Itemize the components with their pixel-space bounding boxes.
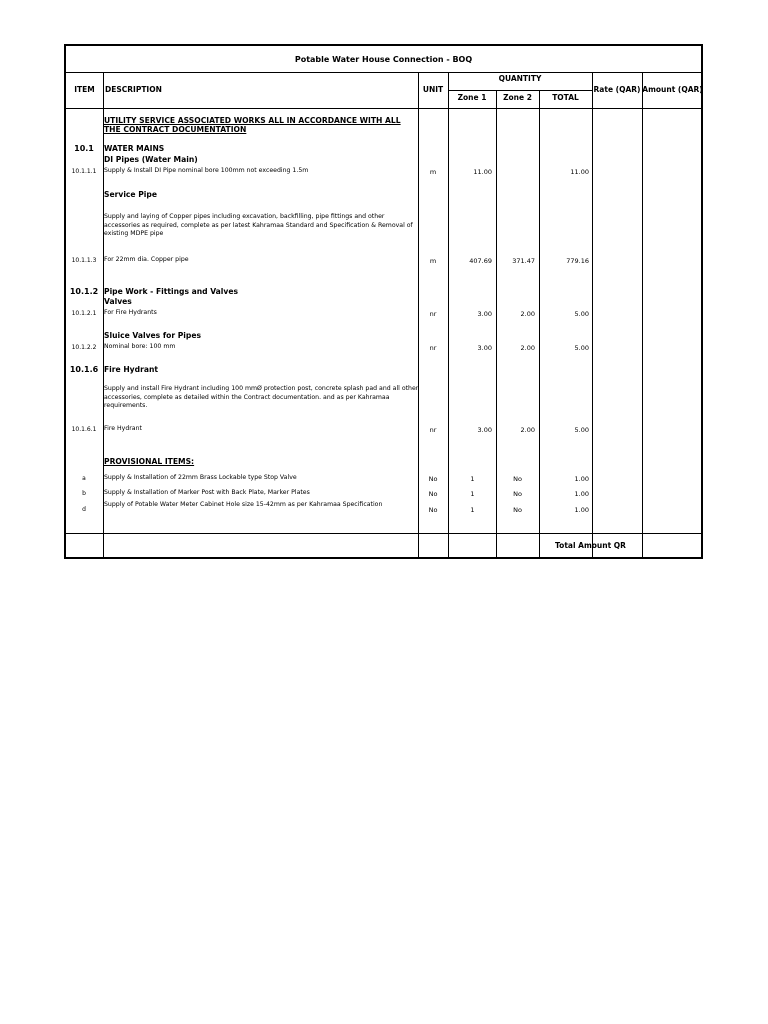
- header-amount: Amount (QAR): [642, 85, 703, 94]
- line-item-description: Supply of Potable Water Meter Cabinet Hole size 15-42mm as per Kahramaa Specification: [104, 501, 383, 508]
- line-item-total: 11.00: [570, 168, 589, 176]
- line-item-total: 1.00: [574, 475, 589, 483]
- col-divider: [642, 72, 643, 559]
- section-number: 10.1.6: [69, 365, 99, 374]
- header-unit: UNIT: [422, 85, 444, 94]
- line-item-zone2: No: [513, 475, 522, 483]
- subsection-title: Sluice Valves for Pipes: [104, 331, 202, 340]
- line-item-number: 10.1.2.1: [71, 310, 97, 317]
- col-divider: [539, 90, 540, 559]
- section-subtitle: Valves: [104, 297, 132, 306]
- line-item-description: For 22mm dia. Copper pipe: [104, 256, 189, 263]
- total-amount-label: Total Amount QR: [555, 541, 626, 550]
- row-divider: [448, 90, 592, 91]
- line-item-zone1: 1: [470, 506, 475, 514]
- line-item-number: 10.1.1.1: [71, 168, 97, 175]
- line-item-zone1: 1: [470, 475, 475, 483]
- line-item-number: d: [82, 506, 86, 513]
- header-quantity: QUANTITY: [498, 74, 542, 83]
- line-item-total: 779.16: [566, 257, 589, 265]
- line-item-number: b: [82, 490, 86, 497]
- line-item-total: 1.00: [574, 490, 589, 498]
- row-divider: [66, 533, 703, 534]
- line-item-description: For Fire Hydrants: [104, 309, 157, 316]
- line-item-unit: No: [428, 475, 438, 483]
- section-title: WATER MAINS: [104, 144, 165, 153]
- line-item-unit: m: [429, 168, 437, 176]
- header-item: ITEM: [74, 85, 95, 94]
- section-subtitle: DI Pipes (Water Main): [104, 155, 198, 164]
- line-item-unit: No: [428, 506, 438, 514]
- line-item-zone1: 3.00: [477, 310, 492, 318]
- line-item-description: Supply & Installation of Marker Post with Back Plate, Marker Plates: [104, 489, 310, 496]
- line-item-number: 10.1.2.2: [71, 344, 97, 351]
- section-title: Fire Hydrant: [104, 365, 158, 374]
- header-description: DESCRIPTION: [105, 85, 162, 94]
- line-item-unit: No: [428, 490, 438, 498]
- line-item-description: Supply & Install DI Pipe nominal bore 100mm not exceeding 1.5m: [104, 167, 309, 174]
- line-item-number: 10.1.1.3: [71, 257, 97, 264]
- line-item-zone2: No: [513, 490, 522, 498]
- section-number: 10.1: [74, 144, 94, 153]
- line-item-description: Fire Hydrant: [104, 425, 142, 432]
- header-rate: Rate (QAR): [593, 85, 641, 94]
- line-item-zone2: 2.00: [520, 310, 535, 318]
- line-item-zone1: 3.00: [477, 344, 492, 352]
- section-number: 10.1.2: [69, 287, 99, 296]
- subsection-description: Supply and laying of Copper pipes including excavation, backfilling, pipe fittings and other accessories as required, complete as per latest Kahramaa Standard and Specification & Removal of existing MDPE pipe: [104, 213, 413, 237]
- line-item-unit: nr: [429, 426, 437, 434]
- line-item-total: 5.00: [574, 426, 589, 434]
- line-item-total: 5.00: [574, 344, 589, 352]
- col-divider: [496, 90, 497, 559]
- table-title: Potable Water House Connection - BOQ: [66, 46, 701, 73]
- row-divider: [66, 108, 703, 109]
- boq-table: [64, 44, 703, 559]
- line-item-zone1: 407.69: [469, 257, 492, 265]
- section-title: Pipe Work - Fittings and Valves: [104, 287, 239, 296]
- line-item-total: 5.00: [574, 310, 589, 318]
- line-item-zone2: 2.00: [520, 426, 535, 434]
- line-item-zone1: 11.00: [473, 168, 492, 176]
- line-item-number: 10.1.6.1: [71, 426, 97, 433]
- line-item-unit: nr: [429, 310, 437, 318]
- provisional-heading: PROVISIONAL ITEMS:: [104, 457, 195, 466]
- line-item-zone2: No: [513, 506, 522, 514]
- line-item-unit: m: [429, 257, 437, 265]
- line-item-zone1: 3.00: [477, 426, 492, 434]
- header-total: TOTAL: [552, 93, 579, 102]
- line-item-description: Supply & Installation of 22mm Brass Lockable type Stop Valve: [104, 474, 297, 481]
- header-zone2: Zone 2: [503, 93, 532, 102]
- line-item-number: a: [82, 475, 86, 482]
- line-item-description: Nominal bore: 100 mm: [104, 343, 176, 350]
- line-item-unit: nr: [429, 344, 437, 352]
- line-item-zone1: 1: [470, 490, 475, 498]
- line-item-zone2: 2.00: [520, 344, 535, 352]
- subsection-description: Supply and install Fire Hydrant including 100 mmØ protection post, concrete splash pad and all other accessories, complete as detailed within the Contract documentation. and as per Kahramaa requirements.: [104, 385, 419, 409]
- subsection-title: Service Pipe: [104, 190, 157, 199]
- line-item-total: 1.00: [574, 506, 589, 514]
- intro-heading: UTILITY SERVICE ASSOCIATED WORKS ALL IN ACCORDANCE WITH ALL THE CONTRACT DOCUMENTATION: [104, 116, 401, 134]
- header-zone1: Zone 1: [457, 93, 487, 102]
- line-item-zone2: 371.47: [512, 257, 535, 265]
